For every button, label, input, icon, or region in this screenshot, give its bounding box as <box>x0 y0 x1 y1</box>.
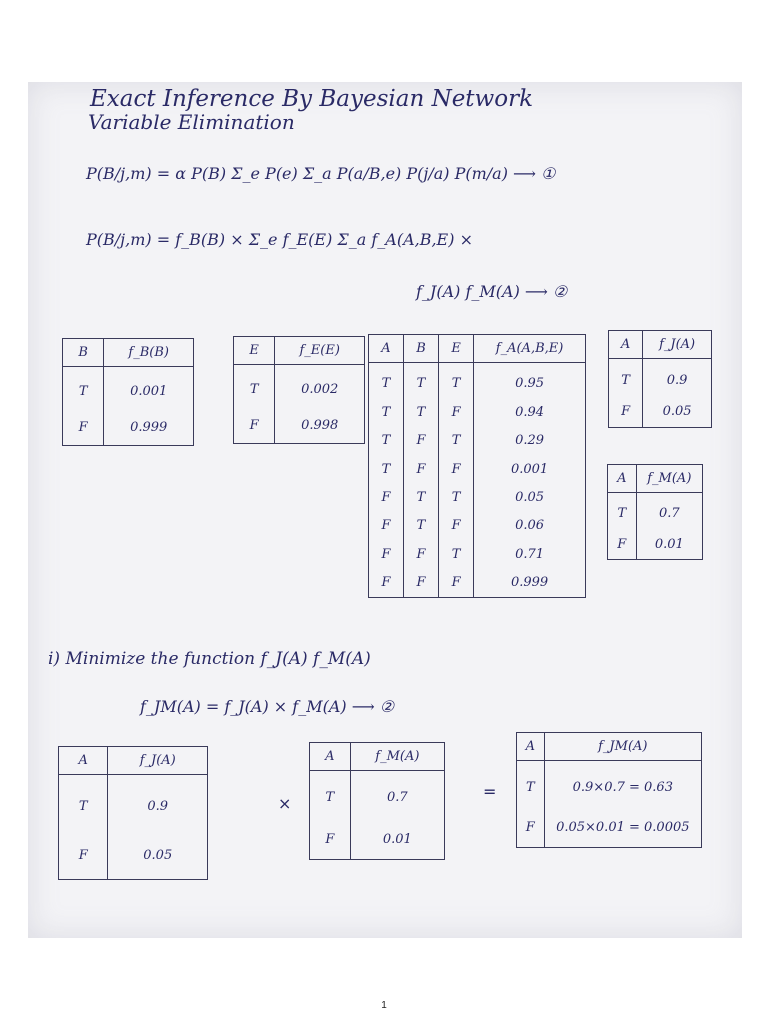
table-cell: 0.05 <box>643 397 712 428</box>
table-cell: F <box>403 427 438 455</box>
page-subtitle: Variable Elimination <box>88 110 295 134</box>
table-row <box>369 398 586 426</box>
table-cell: 0.9 <box>643 359 712 397</box>
equation-2-continued: f_J(A) f_M(A) ⟶ ② <box>416 282 568 301</box>
equation-1: P(B/j,m) = α P(B) Σ_e P(e) Σ_a P(a/B,e) P(j/a) P(m/a) ⟶ ① <box>86 164 556 183</box>
table-step-fm <box>309 742 445 860</box>
table-cell: 0.29 <box>474 427 586 455</box>
table-cell: 0.999 <box>474 568 586 597</box>
table-step-fjm <box>516 732 702 848</box>
table-cell: F <box>369 512 404 540</box>
table-cell: F <box>439 455 474 483</box>
table-row <box>234 365 365 409</box>
table-fe <box>233 336 365 444</box>
table-cell: T <box>403 512 438 540</box>
column-header: B <box>63 339 104 367</box>
notebook-page <box>28 82 742 938</box>
table-cell: T <box>403 363 438 399</box>
table-row <box>608 529 703 559</box>
table-cell: 0.05×0.01 = 0.0005 <box>544 809 701 848</box>
table-row <box>609 359 712 397</box>
table-cell: F <box>369 540 404 568</box>
page-title: Exact Inference By Bayesian Network <box>90 86 534 112</box>
table-cell: F <box>369 568 404 597</box>
table-row <box>609 397 712 428</box>
table-cell: 0.01 <box>636 529 702 559</box>
table-fm <box>607 464 703 560</box>
table-row <box>517 809 702 848</box>
table-cell: 0.95 <box>474 363 586 399</box>
table-cell: F <box>403 568 438 597</box>
table-cell: T <box>403 483 438 511</box>
table-cell: 0.71 <box>474 540 586 568</box>
column-header: f_M(A) <box>636 465 702 493</box>
table-cell: F <box>403 455 438 483</box>
table-row <box>63 410 194 445</box>
equation-3: f_JM(A) = f_J(A) × f_M(A) ⟶ ② <box>140 697 395 716</box>
table-row <box>369 455 586 483</box>
table-cell: 0.9×0.7 = 0.63 <box>544 761 701 809</box>
table-cell: 0.7 <box>350 771 444 820</box>
table-row <box>59 775 208 833</box>
column-header: E <box>439 335 474 363</box>
table-row <box>369 512 586 540</box>
equation-2: P(B/j,m) = f_B(B) × Σ_e f_E(E) Σ_a f_A(A,B,E) × <box>86 230 473 249</box>
table-cell: 0.001 <box>104 367 194 411</box>
table-cell: F <box>439 568 474 597</box>
column-header: B <box>403 335 438 363</box>
table-cell: 0.06 <box>474 512 586 540</box>
table-cell: T <box>369 455 404 483</box>
table-cell: F <box>63 410 104 445</box>
table-row <box>369 427 586 455</box>
column-header: f_E(E) <box>275 337 365 365</box>
equals-sign: = <box>483 782 497 801</box>
column-header: A <box>310 743 351 771</box>
table-cell: T <box>234 365 275 409</box>
table-row <box>234 408 365 443</box>
table-cell: F <box>59 832 108 879</box>
table-row <box>369 540 586 568</box>
column-header: A <box>608 465 637 493</box>
table-cell: T <box>369 398 404 426</box>
table-row <box>369 568 586 597</box>
table-cell: 0.998 <box>275 408 365 443</box>
table-cell: T <box>369 363 404 399</box>
table-cell: 0.7 <box>636 493 702 530</box>
column-header: f_JM(A) <box>544 733 701 761</box>
step-heading: i) Minimize the function f_J(A) f_M(A) <box>48 649 371 669</box>
table-cell: F <box>369 483 404 511</box>
table-cell: 0.05 <box>474 483 586 511</box>
column-header: A <box>517 733 545 761</box>
table-row <box>369 363 586 399</box>
table-cell: 0.001 <box>474 455 586 483</box>
table-cell: 0.05 <box>108 832 208 879</box>
column-header: E <box>234 337 275 365</box>
table-cell: 0.999 <box>104 410 194 445</box>
table-cell: 0.002 <box>275 365 365 409</box>
table-row <box>63 367 194 411</box>
table-cell: T <box>310 771 351 820</box>
page-number: 1 <box>381 1000 387 1011</box>
table-row <box>310 820 445 860</box>
table-cell: F <box>609 397 643 428</box>
table-row <box>59 832 208 879</box>
table-cell: F <box>439 512 474 540</box>
table-fb <box>62 338 194 446</box>
table-cell: F <box>517 809 545 848</box>
column-header: f_A(A,B,E) <box>474 335 586 363</box>
table-row <box>369 483 586 511</box>
column-header: A <box>609 331 643 359</box>
table-cell: T <box>439 427 474 455</box>
table-cell: T <box>439 483 474 511</box>
table-cell: T <box>517 761 545 809</box>
column-header: f_M(A) <box>350 743 444 771</box>
table-row <box>517 761 702 809</box>
table-cell: F <box>234 408 275 443</box>
table-step-fj <box>58 746 208 880</box>
multiply-sign: × <box>278 794 292 813</box>
table-cell: T <box>609 359 643 397</box>
column-header: f_J(A) <box>643 331 712 359</box>
table-cell: F <box>403 540 438 568</box>
table-cell: T <box>369 427 404 455</box>
table-cell: T <box>63 367 104 411</box>
table-cell: 0.01 <box>350 820 444 860</box>
table-cell: F <box>439 398 474 426</box>
column-header: A <box>369 335 404 363</box>
table-cell: T <box>608 493 637 530</box>
table-cell: 0.94 <box>474 398 586 426</box>
table-cell: F <box>310 820 351 860</box>
table-row <box>608 493 703 530</box>
table-fj <box>608 330 712 428</box>
table-cell: T <box>403 398 438 426</box>
table-cell: T <box>439 363 474 399</box>
column-header: A <box>59 747 108 775</box>
table-cell: 0.9 <box>108 775 208 833</box>
table-fa <box>368 334 586 598</box>
table-cell: T <box>439 540 474 568</box>
table-cell: F <box>608 529 637 559</box>
table-cell: T <box>59 775 108 833</box>
column-header: f_B(B) <box>104 339 194 367</box>
column-header: f_J(A) <box>108 747 208 775</box>
table-row <box>310 771 445 820</box>
